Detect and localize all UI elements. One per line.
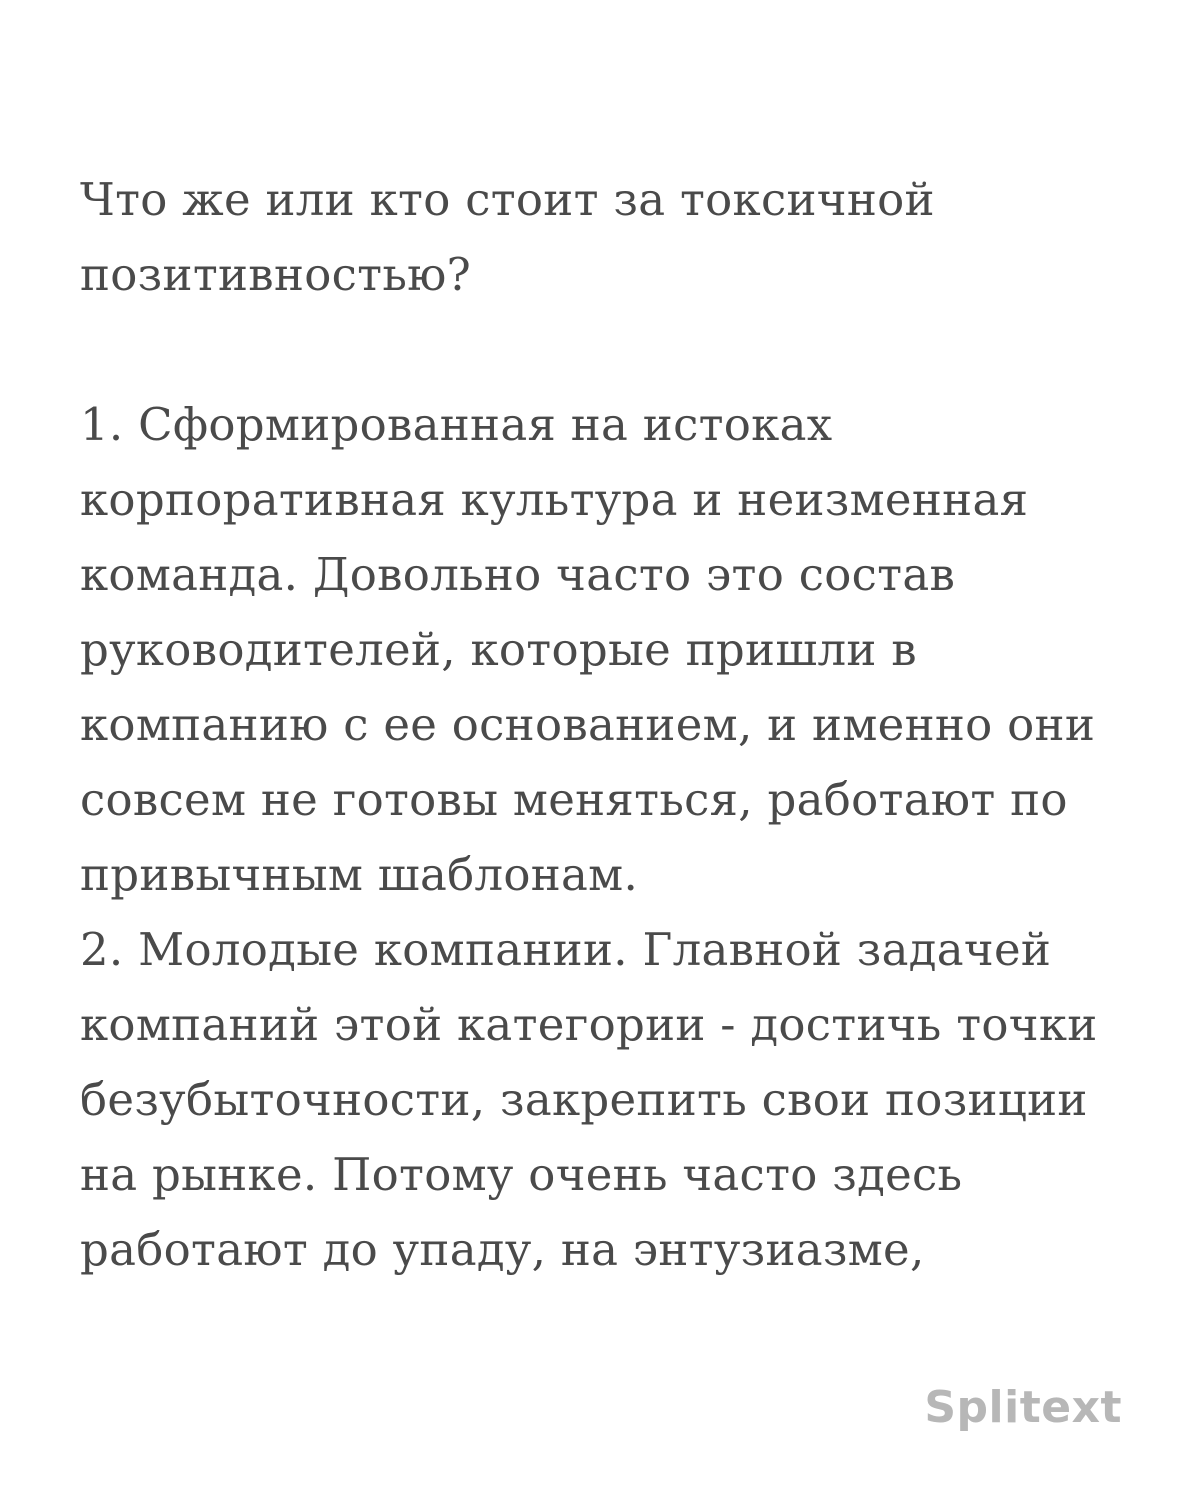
body-line: руководителей, которые пришли в	[80, 623, 917, 676]
body-line: компаний этой категории - достичь точки	[80, 998, 1098, 1051]
heading-line-2: позитивностью?	[80, 248, 472, 301]
heading-line-1: Что же или кто стоит за токсичной	[80, 173, 935, 226]
body-line: совсем не готовы меняться, работают по	[80, 773, 1068, 826]
body-line: привычным шаблонам.	[80, 848, 639, 901]
body-line: корпоративная культура и неизменная	[80, 473, 1029, 526]
body-line: компанию с ее основанием, и именно они	[80, 698, 1096, 751]
body-line: работают до упаду, на энтузиазме,	[80, 1223, 925, 1276]
body-line: безубыточности, закрепить свои позиции	[80, 1073, 1088, 1126]
body-line: 1. Сформированная на истоках	[80, 398, 833, 451]
body-line: на рынке. Потому очень часто здесь	[80, 1148, 963, 1201]
paragraph-gap	[80, 312, 1160, 387]
body-line: 2. Молодые компании. Главной задачей	[80, 923, 1052, 976]
splitext-watermark: Splitext	[924, 1382, 1122, 1433]
body-line: команда. Довольно часто это состав	[80, 548, 956, 601]
text-content	[80, 162, 1160, 1287]
